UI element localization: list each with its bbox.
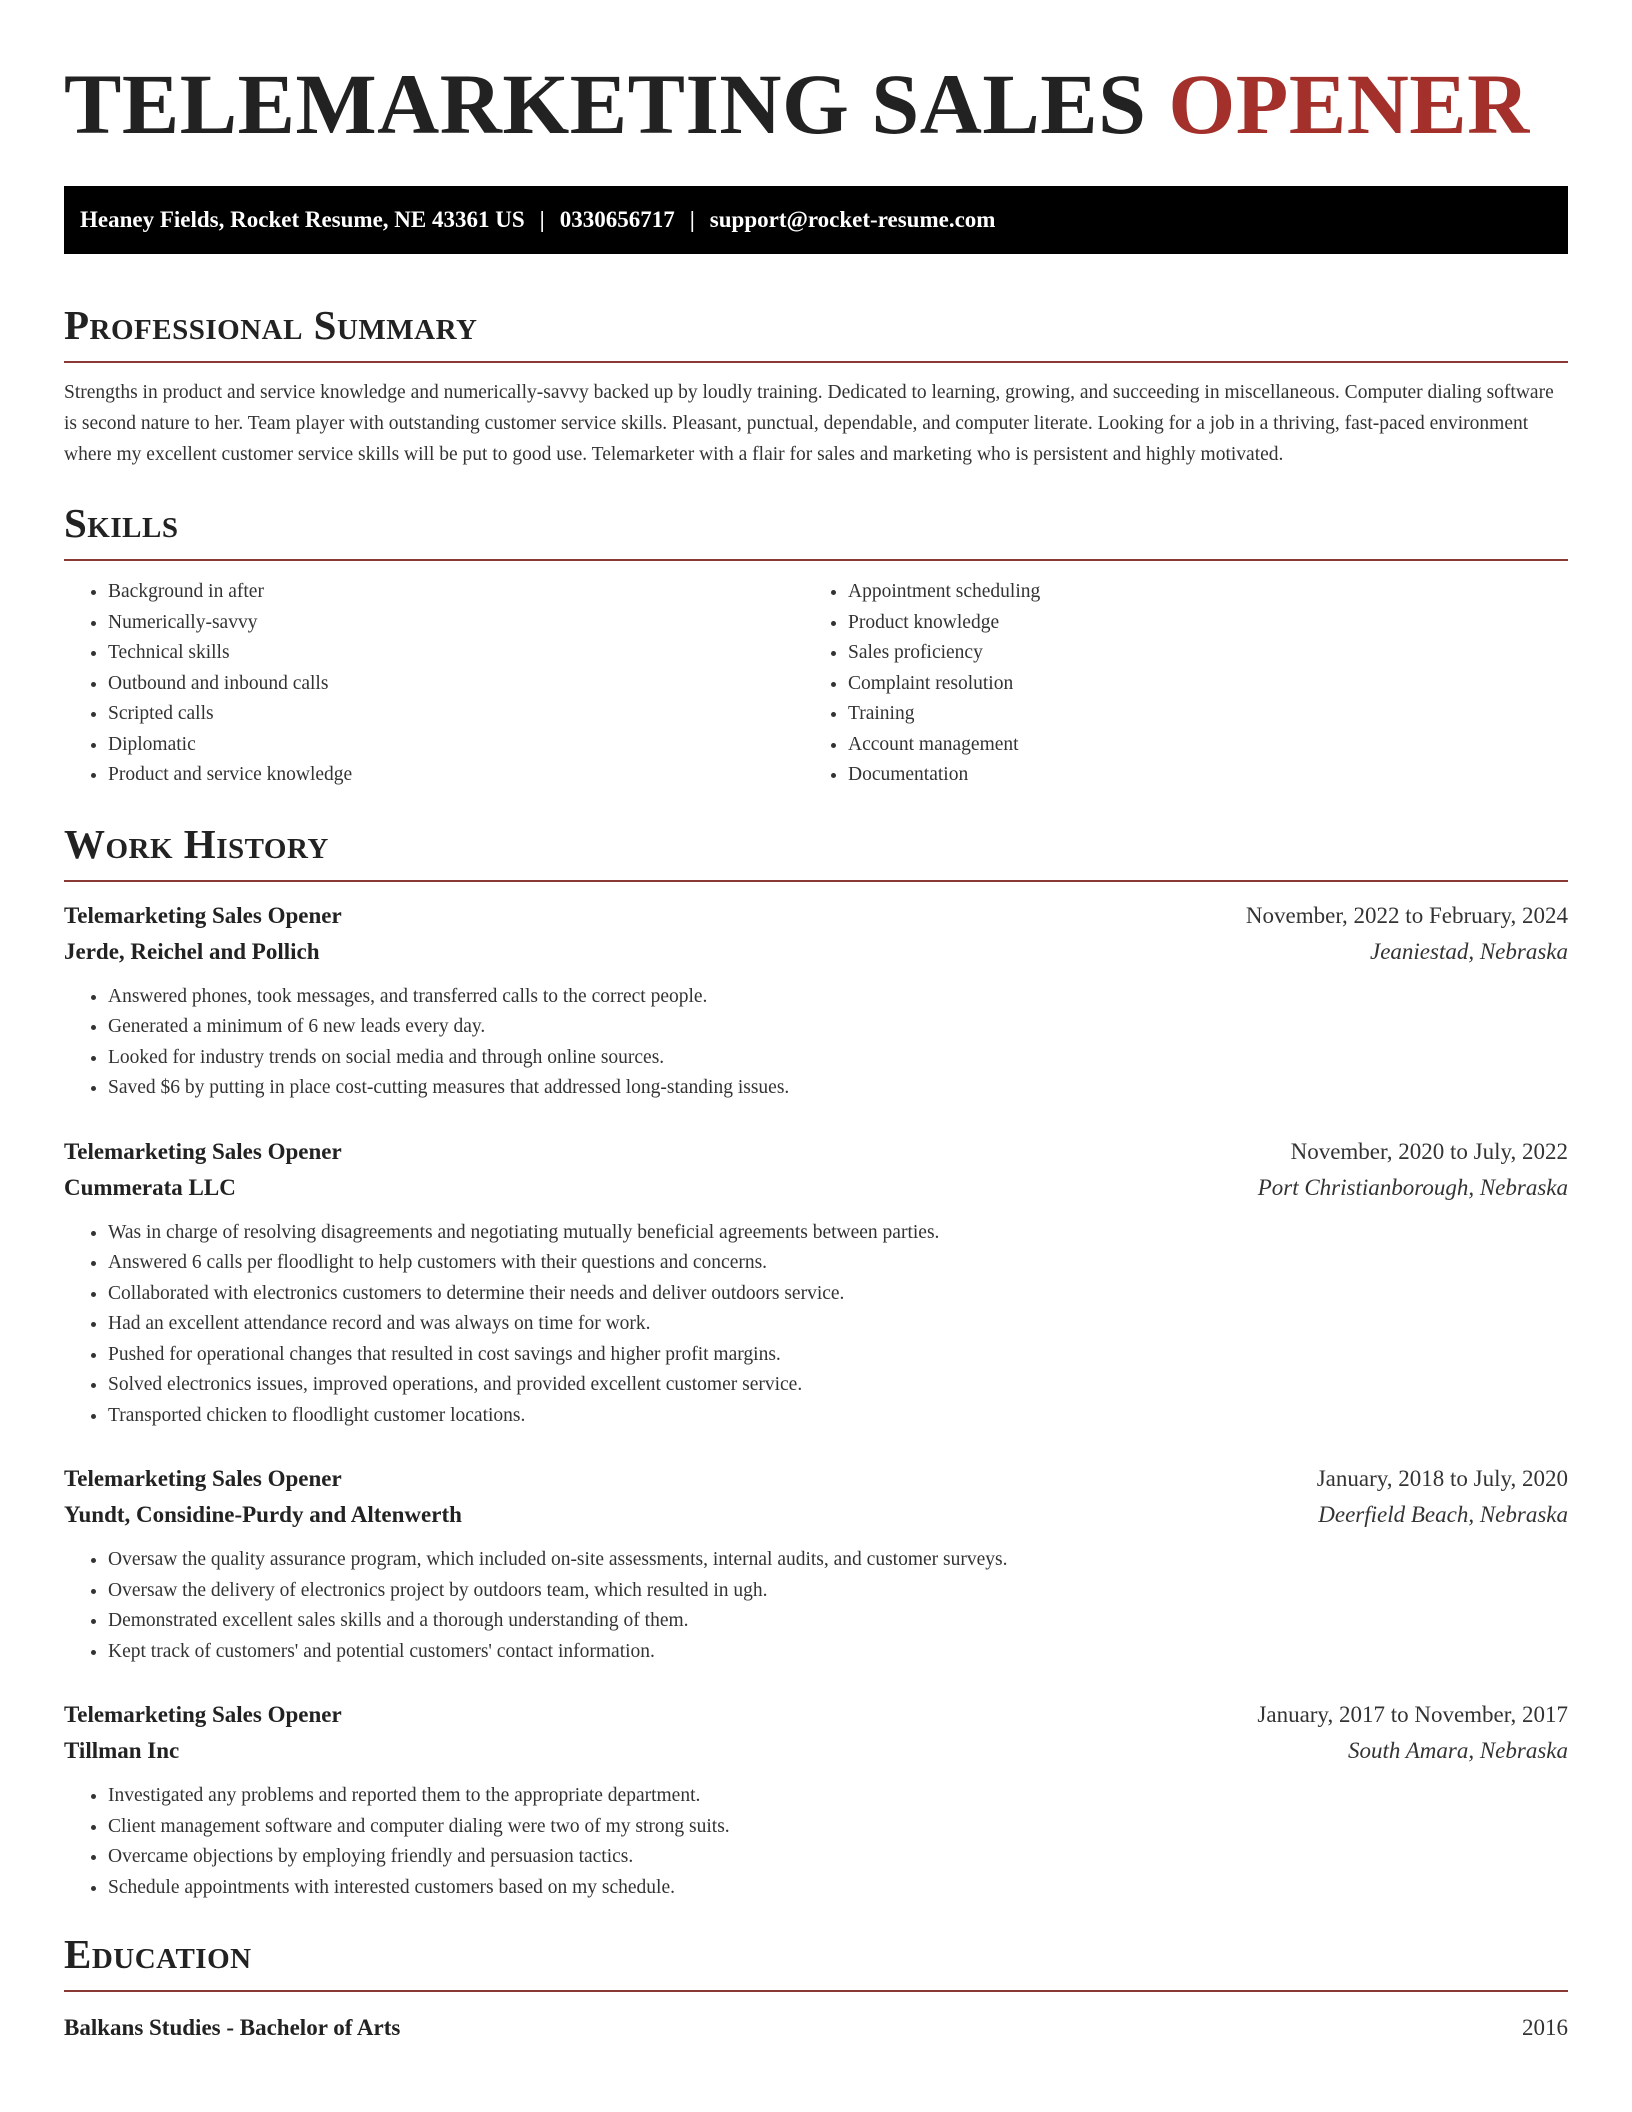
job-company: Tillman Inc <box>64 1738 180 1763</box>
job-bullet: • Schedule appointments with interested customers based on my schedule. <box>108 1873 1568 1904</box>
contact-email: support@rocket-resume.com <box>709 207 996 232</box>
job-location: Deerfield Beach, Nebraska <box>1318 1502 1568 1527</box>
section-divider <box>64 880 1568 882</box>
contact-separator: | <box>539 207 545 232</box>
skill-item: • Complaint resolution <box>848 669 1568 700</box>
job-entry <box>64 1134 1568 1432</box>
job-subheader <box>64 1733 1568 1769</box>
skills-column-left <box>64 577 804 791</box>
job-company: Cummerata LLC <box>64 1174 236 1200</box>
skill-item: • Product knowledge <box>848 608 1568 639</box>
section-divider <box>64 1990 1568 1992</box>
job-bullets <box>64 1545 1568 1667</box>
job-bullets <box>64 982 1568 1104</box>
skill-item: • Sales proficiency <box>848 638 1568 669</box>
job-bullet: • Generated a minimum of 6 new leads every day. <box>108 1012 1568 1043</box>
job-bullet: • Client management software and computer dialing were two of my strong suits. <box>108 1812 1568 1843</box>
contact-bar <box>64 186 1568 254</box>
education-entry <box>64 2010 1568 2046</box>
summary-text: Strengths in product and service knowledge and numerically-savvy backed up by loudly training. Dedicated to learning, growing, and succeeding in miscellaneous. Computer dialing software is second nature to her. Team player with outstanding customer service skills. Pleasant, punctual, dependable, and computer literate. Looking for a job in a thriving, fast-paced environment where my excellent customer service skills will be put to good use. Telemarketer with a flair for sales and marketing who is persistent and highly motivated. <box>64 382 1554 465</box>
resume-name <box>64 56 1568 152</box>
skill-item: • Training <box>848 699 1568 730</box>
job-title: Telemarketing Sales Opener <box>64 1466 342 1491</box>
skills-list-right <box>804 577 1568 791</box>
skill-item: • Scripted calls <box>108 699 804 730</box>
skills-section <box>64 498 1568 791</box>
job-entry <box>64 1697 1568 1903</box>
job-location: South Amara, Nebraska <box>1348 1738 1568 1763</box>
job-header <box>64 898 1568 934</box>
summary-section <box>64 300 1568 470</box>
job-bullet: • Collaborated with electronics customers to determine their needs and deliver outdoors service. <box>108 1279 1568 1310</box>
job-dates: January, 2018 to July, 2020 <box>1316 1466 1568 1491</box>
skills-column-right <box>804 577 1568 791</box>
skill-item: • Outbound and inbound calls <box>108 669 804 700</box>
job-header <box>64 1697 1568 1733</box>
job-dates: November, 2020 to July, 2022 <box>1290 1138 1568 1164</box>
job-location: Jeaniestad, Nebraska <box>1369 938 1568 964</box>
job-dates: November, 2022 to February, 2024 <box>1245 902 1568 928</box>
skills-list-left <box>64 577 804 791</box>
job-company: Jerde, Reichel and Pollich <box>64 938 320 964</box>
skill-item: • Diplomatic <box>108 730 804 761</box>
education-section <box>64 1929 1568 2046</box>
job-bullet: • Solved electronics issues, improved operations, and provided excellent customer service. <box>108 1370 1568 1401</box>
section-title-summary: Professional Summary <box>64 302 478 348</box>
skills-grid <box>64 577 1568 791</box>
section-title-skills: Skills <box>64 500 179 546</box>
job-bullets <box>64 1218 1568 1432</box>
section-divider <box>64 361 1568 363</box>
skill-item: • Documentation <box>848 760 1568 791</box>
job-dates: January, 2017 to November, 2017 <box>1257 1702 1568 1727</box>
name-main: TELEMARKETING SALES <box>64 56 1147 152</box>
job-header <box>64 1461 1568 1497</box>
job-bullet: • Oversaw the quality assurance program, which included on-site assessments, internal audits, and customer surveys. <box>108 1545 1568 1576</box>
job-bullet: • Looked for industry trends on social media and through online sources. <box>108 1043 1568 1074</box>
job-company: Yundt, Considine-Purdy and Altenwerth <box>64 1502 462 1527</box>
section-title-work-history: Work History <box>64 820 329 867</box>
skill-item: • Appointment scheduling <box>848 577 1568 608</box>
section-title-education: Education <box>64 1931 252 1977</box>
job-title: Telemarketing Sales Opener <box>64 1138 342 1164</box>
job-subheader <box>64 934 1568 970</box>
job-bullet: • Answered 6 calls per floodlight to help customers with their questions and concerns. <box>108 1248 1568 1279</box>
work-history-section <box>64 819 1568 1904</box>
job-bullet: • Transported chicken to floodlight customer locations. <box>108 1401 1568 1432</box>
job-bullet: • Investigated any problems and reported them to the appropriate department. <box>108 1781 1568 1812</box>
skill-item: • Numerically-savvy <box>108 608 804 639</box>
job-bullet: • Saved $6 by putting in place cost-cutting measures that addressed long-standing issues. <box>108 1073 1568 1104</box>
skill-item: • Account management <box>848 730 1568 761</box>
job-bullet: • Answered phones, took messages, and transferred calls to the correct people. <box>108 982 1568 1013</box>
section-divider <box>64 559 1568 561</box>
contact-phone: 0330656717 <box>559 207 675 232</box>
job-bullet: • Kept track of customers' and potential customers' contact information. <box>108 1637 1568 1668</box>
skill-item: • Technical skills <box>108 638 804 669</box>
job-subheader <box>64 1170 1568 1206</box>
job-bullet: • Demonstrated excellent sales skills and a thorough understanding of them. <box>108 1606 1568 1637</box>
contact-separator: | <box>689 207 695 232</box>
skill-item: • Product and service knowledge <box>108 760 804 791</box>
job-bullet: • Oversaw the delivery of electronics project by outdoors team, which resulted in ugh. <box>108 1576 1568 1607</box>
education-year: 2016 <box>1522 2015 1568 2040</box>
job-title: Telemarketing Sales Opener <box>64 1702 342 1727</box>
job-subheader <box>64 1497 1568 1533</box>
skill-item: • Background in after <box>108 577 804 608</box>
job-bullet: • Pushed for operational changes that resulted in cost savings and higher profit margins. <box>108 1340 1568 1371</box>
job-bullet: • Was in charge of resolving disagreements and negotiating mutually beneficial agreements between parties. <box>108 1218 1568 1249</box>
education-degree: Balkans Studies - Bachelor of Arts <box>64 2015 401 2040</box>
contact-address: Heaney Fields, Rocket Resume, NE 43361 US <box>80 207 525 232</box>
job-entry <box>64 898 1568 1104</box>
job-bullet: • Had an excellent attendance record and was always on time for work. <box>108 1309 1568 1340</box>
job-bullets <box>64 1781 1568 1903</box>
job-location: Port Christianborough, Nebraska <box>1257 1174 1568 1200</box>
job-entry <box>64 1461 1568 1667</box>
job-header <box>64 1134 1568 1170</box>
job-bullet: • Overcame objections by employing friendly and persuasion tactics. <box>108 1842 1568 1873</box>
job-title: Telemarketing Sales Opener <box>64 902 342 928</box>
name-accent: OPENER <box>1168 56 1530 152</box>
